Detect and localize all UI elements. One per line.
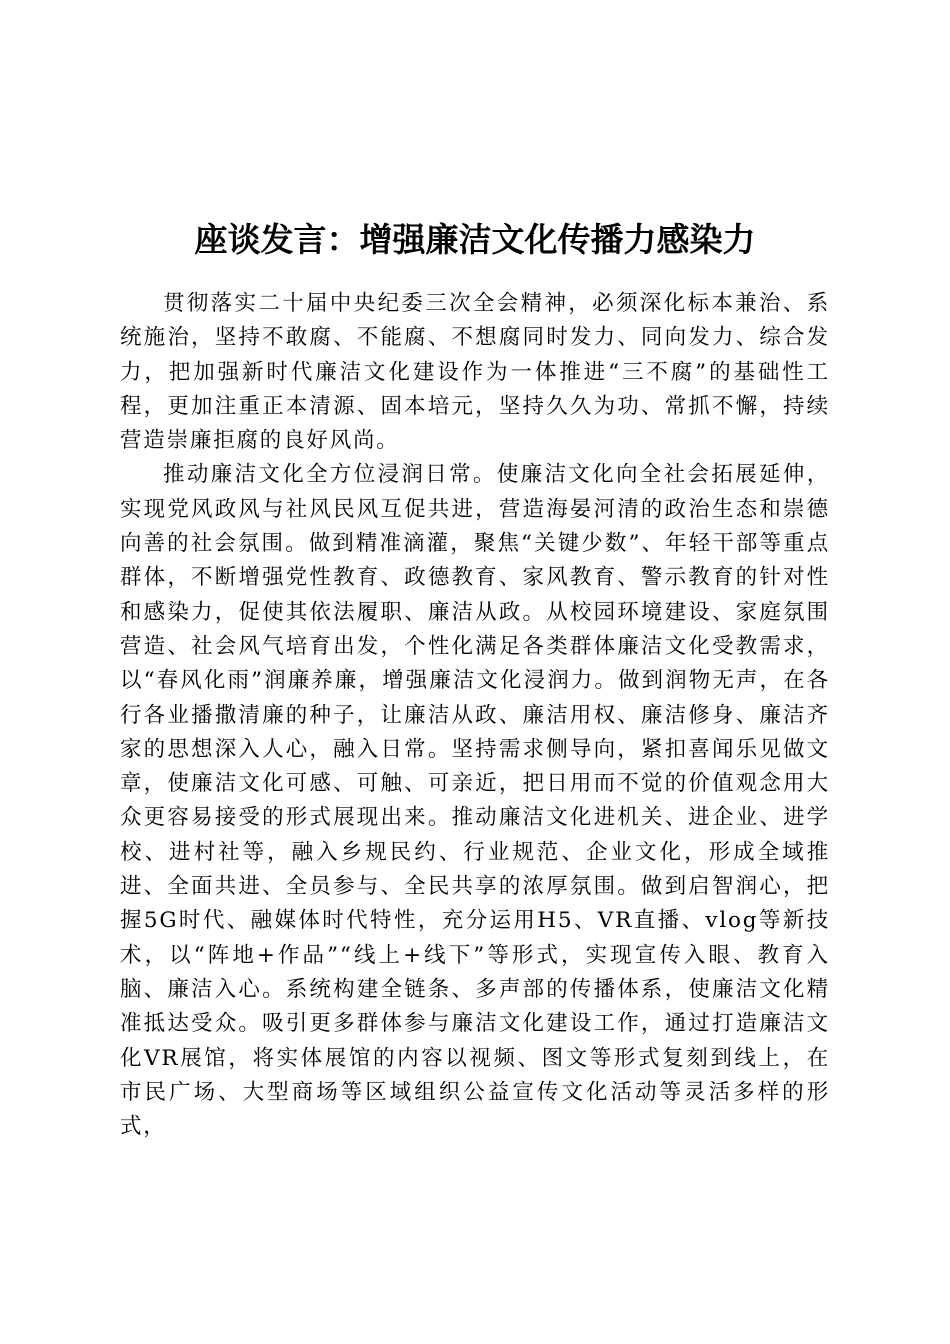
document-title: 座谈发言：增强廉洁文化传播力感染力 xyxy=(194,220,756,260)
paragraph-intro: 贯彻落实二十届中央纪委三次全会精神，必须深化标本兼治、系统施治，坚持不敢腐、不能腐、不想腐同时发力、同向发力、综合发力，把加强新时代廉洁文化建设作为一体推进“三不腐”的基础性工程，更加注重正本清源、固本培元，坚持久久为功、常抓不懈，持续营造崇廉拒腐的良好风尚。 xyxy=(120,291,830,454)
paragraph-culture-immersion: 推动廉洁文化全方位浸润日常。使廉洁文化向全社会拓展延伸，实现党风政风与社风民风互促共进，营造海晏河清的政治生态和崇德向善的社会氛围。做到精准滴灌，聚焦“关键少数”、年轻干部等重点群体，不断增强党性教育、政德教育、家风教育、警示教育的针对性和感染力，促使其依法履职、廉洁从政。从校园环境建设、家庭氛围营造、社会风气培育出发，个性化满足各类群体廉洁文化受教需求，以“春风化雨”润廉养廉，增强廉洁文化浸润力。做到润物无声，在各行各业播撒清廉的种子，让廉洁从政、廉洁用权、廉洁修身、廉洁齐家的思想深入人心，融入日常。坚持需求侧导向，紧扣喜闻乐见做文章，使廉洁文化可感、可触、可亲近，把日用而不觉的价值观念用大众更容易接受的形式展现出来。推动廉洁文化进机关、进企业、进学校、进村社等，融入乡规民约、行业规范、企业文化，形成全域推进、全面共进、全员参与、全民共享的浓厚氛围。做到启智润心，把握5G时代、融媒体时代特性，充分运用H5、VR直播、vlog等新技术，以“阵地+作品”“线上+线下”等形式，实现宣传入眼、教育入脑、廉洁入心。系统构建全链条、多声部的传播体系，使廉洁文化精准抵达受众。吸引更多群体参与廉洁文化建设工作，通过打造廉洁文化VR展馆，将实体展馆的内容以视频、图文等形式复刻到线上，在市民广场、大型商场等区域组织公益宣传文化活动等灵活多样的形式， xyxy=(120,462,830,1140)
document-body xyxy=(120,287,830,1144)
